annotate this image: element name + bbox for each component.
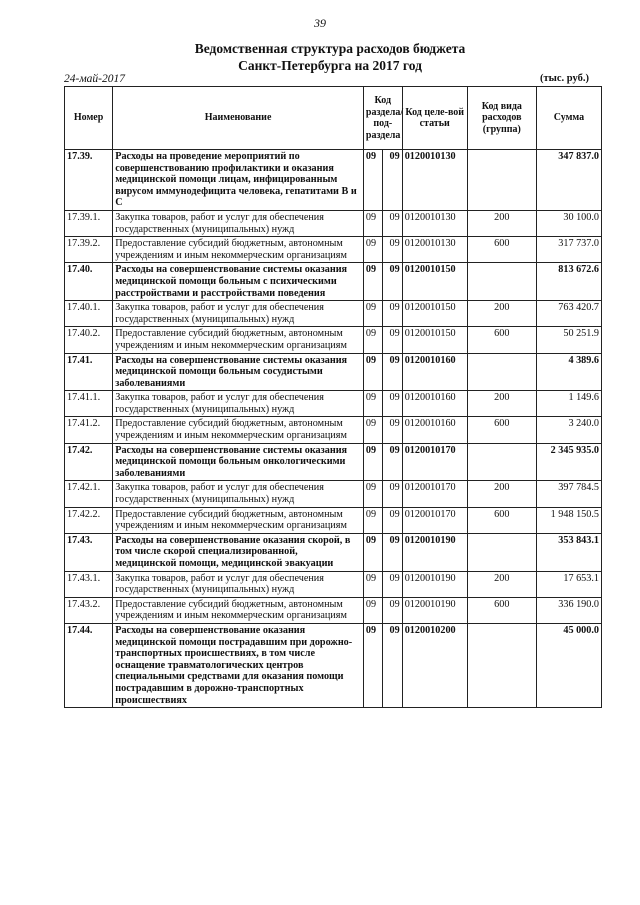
row-number: 17.43.1. <box>65 571 113 597</box>
row-sum: 3 240.0 <box>536 417 601 443</box>
table-row <box>65 597 602 623</box>
title-line-1: Ведомственная структура расходов бюджета <box>194 41 466 56</box>
row-section: 09 <box>363 327 382 353</box>
row-target-code: 0120010160 <box>402 353 467 391</box>
row-expense-type <box>467 353 536 391</box>
row-subsection: 09 <box>382 597 402 623</box>
row-expense-type: 200 <box>467 391 536 417</box>
header-expense-type: Код вида расходов (группа) <box>467 87 536 150</box>
table-row <box>65 417 602 443</box>
row-target-code: 0120010160 <box>402 391 467 417</box>
row-subsection: 09 <box>382 391 402 417</box>
row-target-code: 0120010190 <box>402 533 467 571</box>
row-expense-type: 600 <box>467 597 536 623</box>
table-row <box>65 150 602 211</box>
row-number: 17.42. <box>65 443 113 481</box>
row-target-code: 0120010150 <box>402 263 467 301</box>
row-name: Закупка товаров, работ и услуг для обеспечения государственных (муниципальных) нужд <box>113 301 364 327</box>
row-sum: 1 149.6 <box>536 391 601 417</box>
row-number: 17.40.1. <box>65 301 113 327</box>
row-sum: 353 843.1 <box>536 533 601 571</box>
row-number: 17.39.2. <box>65 237 113 263</box>
row-sum: 763 420.7 <box>536 301 601 327</box>
row-name: Расходы на проведение мероприятий по совершенствованию профилактики и оказания медицинской помощи лицам, инфицированным вирусом иммунодефицита человека, гепатитами В и С <box>113 150 364 211</box>
row-sum: 397 784.5 <box>536 481 601 507</box>
row-sum: 2 345 935.0 <box>536 443 601 481</box>
row-expense-type <box>467 263 536 301</box>
row-section: 09 <box>363 507 382 533</box>
row-target-code: 0120010130 <box>402 237 467 263</box>
row-name: Закупка товаров, работ и услуг для обеспечения государственных (муниципальных) нужд <box>113 210 364 236</box>
table-row <box>65 443 602 481</box>
row-expense-type: 600 <box>467 507 536 533</box>
table-row <box>65 571 602 597</box>
row-number: 17.41.2. <box>65 417 113 443</box>
row-expense-type <box>467 150 536 211</box>
header-number: Номер <box>65 87 113 150</box>
header-sum: Сумма <box>536 87 601 150</box>
row-subsection: 09 <box>382 237 402 263</box>
row-name: Расходы на совершенствование системы оказания медицинской помощи больным сосудистыми заболеваниями <box>113 353 364 391</box>
row-sum: 45 000.0 <box>536 623 601 707</box>
row-sum: 317 737.0 <box>536 237 601 263</box>
row-expense-type <box>467 443 536 481</box>
row-section: 09 <box>363 150 382 211</box>
row-number: 17.39.1. <box>65 210 113 236</box>
page-number: 39 <box>314 16 326 30</box>
row-name: Закупка товаров, работ и услуг для обеспечения государственных (муниципальных) нужд <box>113 391 364 417</box>
row-subsection: 09 <box>382 301 402 327</box>
row-section: 09 <box>363 353 382 391</box>
header-section: Код раздела/ под-раздела <box>363 87 402 150</box>
row-name: Закупка товаров, работ и услуг для обеспечения государственных (муниципальных) нужд <box>113 481 364 507</box>
row-sum: 30 100.0 <box>536 210 601 236</box>
row-expense-type <box>467 533 536 571</box>
document-title <box>0 40 640 74</box>
row-number: 17.42.2. <box>65 507 113 533</box>
row-number: 17.40. <box>65 263 113 301</box>
row-section: 09 <box>363 571 382 597</box>
budget-table <box>64 86 602 708</box>
row-section: 09 <box>363 623 382 707</box>
row-subsection: 09 <box>382 353 402 391</box>
row-number: 17.44. <box>65 623 113 707</box>
row-number: 17.41.1. <box>65 391 113 417</box>
row-target-code: 0120010150 <box>402 301 467 327</box>
row-section: 09 <box>363 301 382 327</box>
table-row <box>65 391 602 417</box>
row-subsection: 09 <box>382 150 402 211</box>
row-target-code: 0120010170 <box>402 481 467 507</box>
row-section: 09 <box>363 263 382 301</box>
row-expense-type: 600 <box>467 417 536 443</box>
row-name: Расходы на совершенствование системы оказания медицинской помощи больным онкологическими заболеваниями <box>113 443 364 481</box>
row-subsection: 09 <box>382 417 402 443</box>
row-target-code: 0120010150 <box>402 327 467 353</box>
table-row <box>65 210 602 236</box>
row-expense-type: 600 <box>467 327 536 353</box>
row-subsection: 09 <box>382 481 402 507</box>
row-target-code: 0120010200 <box>402 623 467 707</box>
row-sum: 4 389.6 <box>536 353 601 391</box>
row-number: 17.40.2. <box>65 327 113 353</box>
units-label: (тыс. руб.) <box>540 73 589 84</box>
row-target-code: 0120010190 <box>402 597 467 623</box>
row-name: Расходы на совершенствование оказания медицинской помощи пострадавшим при дорожно-транспортных происшествиях, в том числе оснащение травматологических центров специальными средствами для оказания помощи пострадавшим в дорожно-транспортных происшествиях <box>113 623 364 707</box>
row-expense-type <box>467 623 536 707</box>
row-subsection: 09 <box>382 327 402 353</box>
table-row <box>65 237 602 263</box>
table-row <box>65 263 602 301</box>
row-name: Предоставление субсидий бюджетным, автономным учреждениям и иным некоммерческим организациям <box>113 237 364 263</box>
row-subsection: 09 <box>382 623 402 707</box>
table-row <box>65 533 602 571</box>
row-subsection: 09 <box>382 533 402 571</box>
row-name: Расходы на совершенствование системы оказания медицинской помощи больным с психическими расстройствами и расстройствами поведения <box>113 263 364 301</box>
header-name: Наименование <box>113 87 364 150</box>
table-row <box>65 623 602 707</box>
row-name: Расходы на совершенствование оказания скорой, в том числе скорой специализированной, медицинской помощи, медицинской эвакуации <box>113 533 364 571</box>
row-target-code: 0120010170 <box>402 507 467 533</box>
row-section: 09 <box>363 210 382 236</box>
row-sum: 336 190.0 <box>536 597 601 623</box>
title-line-2: Санкт-Петербурга на 2017 год <box>238 58 422 73</box>
row-section: 09 <box>363 391 382 417</box>
table-body <box>65 150 602 708</box>
row-sum: 813 672.6 <box>536 263 601 301</box>
row-sum: 1 948 150.5 <box>536 507 601 533</box>
row-name: Предоставление субсидий бюджетным, автономным учреждениям и иным некоммерческим организациям <box>113 327 364 353</box>
document-date: 24-май-2017 <box>64 73 125 85</box>
row-subsection: 09 <box>382 263 402 301</box>
row-expense-type: 600 <box>467 237 536 263</box>
row-expense-type: 200 <box>467 210 536 236</box>
header-target: Код целе-вой статьи <box>402 87 467 150</box>
row-expense-type: 200 <box>467 481 536 507</box>
row-target-code: 0120010160 <box>402 417 467 443</box>
row-name: Предоставление субсидий бюджетным, автономным учреждениям и иным некоммерческим организациям <box>113 597 364 623</box>
row-section: 09 <box>363 481 382 507</box>
row-section: 09 <box>363 597 382 623</box>
row-subsection: 09 <box>382 571 402 597</box>
row-number: 17.42.1. <box>65 481 113 507</box>
row-subsection: 09 <box>382 210 402 236</box>
row-name: Закупка товаров, работ и услуг для обеспечения государственных (муниципальных) нужд <box>113 571 364 597</box>
row-target-code: 0120010170 <box>402 443 467 481</box>
row-section: 09 <box>363 237 382 263</box>
row-section: 09 <box>363 533 382 571</box>
row-expense-type: 200 <box>467 301 536 327</box>
table-row <box>65 301 602 327</box>
row-name: Предоставление субсидий бюджетным, автономным учреждениям и иным некоммерческим организациям <box>113 507 364 533</box>
row-sum: 347 837.0 <box>536 150 601 211</box>
row-target-code: 0120010130 <box>402 210 467 236</box>
row-number: 17.41. <box>65 353 113 391</box>
table-row <box>65 481 602 507</box>
row-sum: 17 653.1 <box>536 571 601 597</box>
row-expense-type: 200 <box>467 571 536 597</box>
row-number: 17.43.2. <box>65 597 113 623</box>
table-header-row <box>65 87 602 150</box>
row-section: 09 <box>363 443 382 481</box>
row-subsection: 09 <box>382 443 402 481</box>
table-row <box>65 507 602 533</box>
row-number: 17.39. <box>65 150 113 211</box>
row-name: Предоставление субсидий бюджетным, автономным учреждениям и иным некоммерческим организациям <box>113 417 364 443</box>
row-number: 17.43. <box>65 533 113 571</box>
row-section: 09 <box>363 417 382 443</box>
row-sum: 50 251.9 <box>536 327 601 353</box>
row-target-code: 0120010190 <box>402 571 467 597</box>
row-target-code: 0120010130 <box>402 150 467 211</box>
table-row <box>65 353 602 391</box>
table-row <box>65 327 602 353</box>
row-subsection: 09 <box>382 507 402 533</box>
